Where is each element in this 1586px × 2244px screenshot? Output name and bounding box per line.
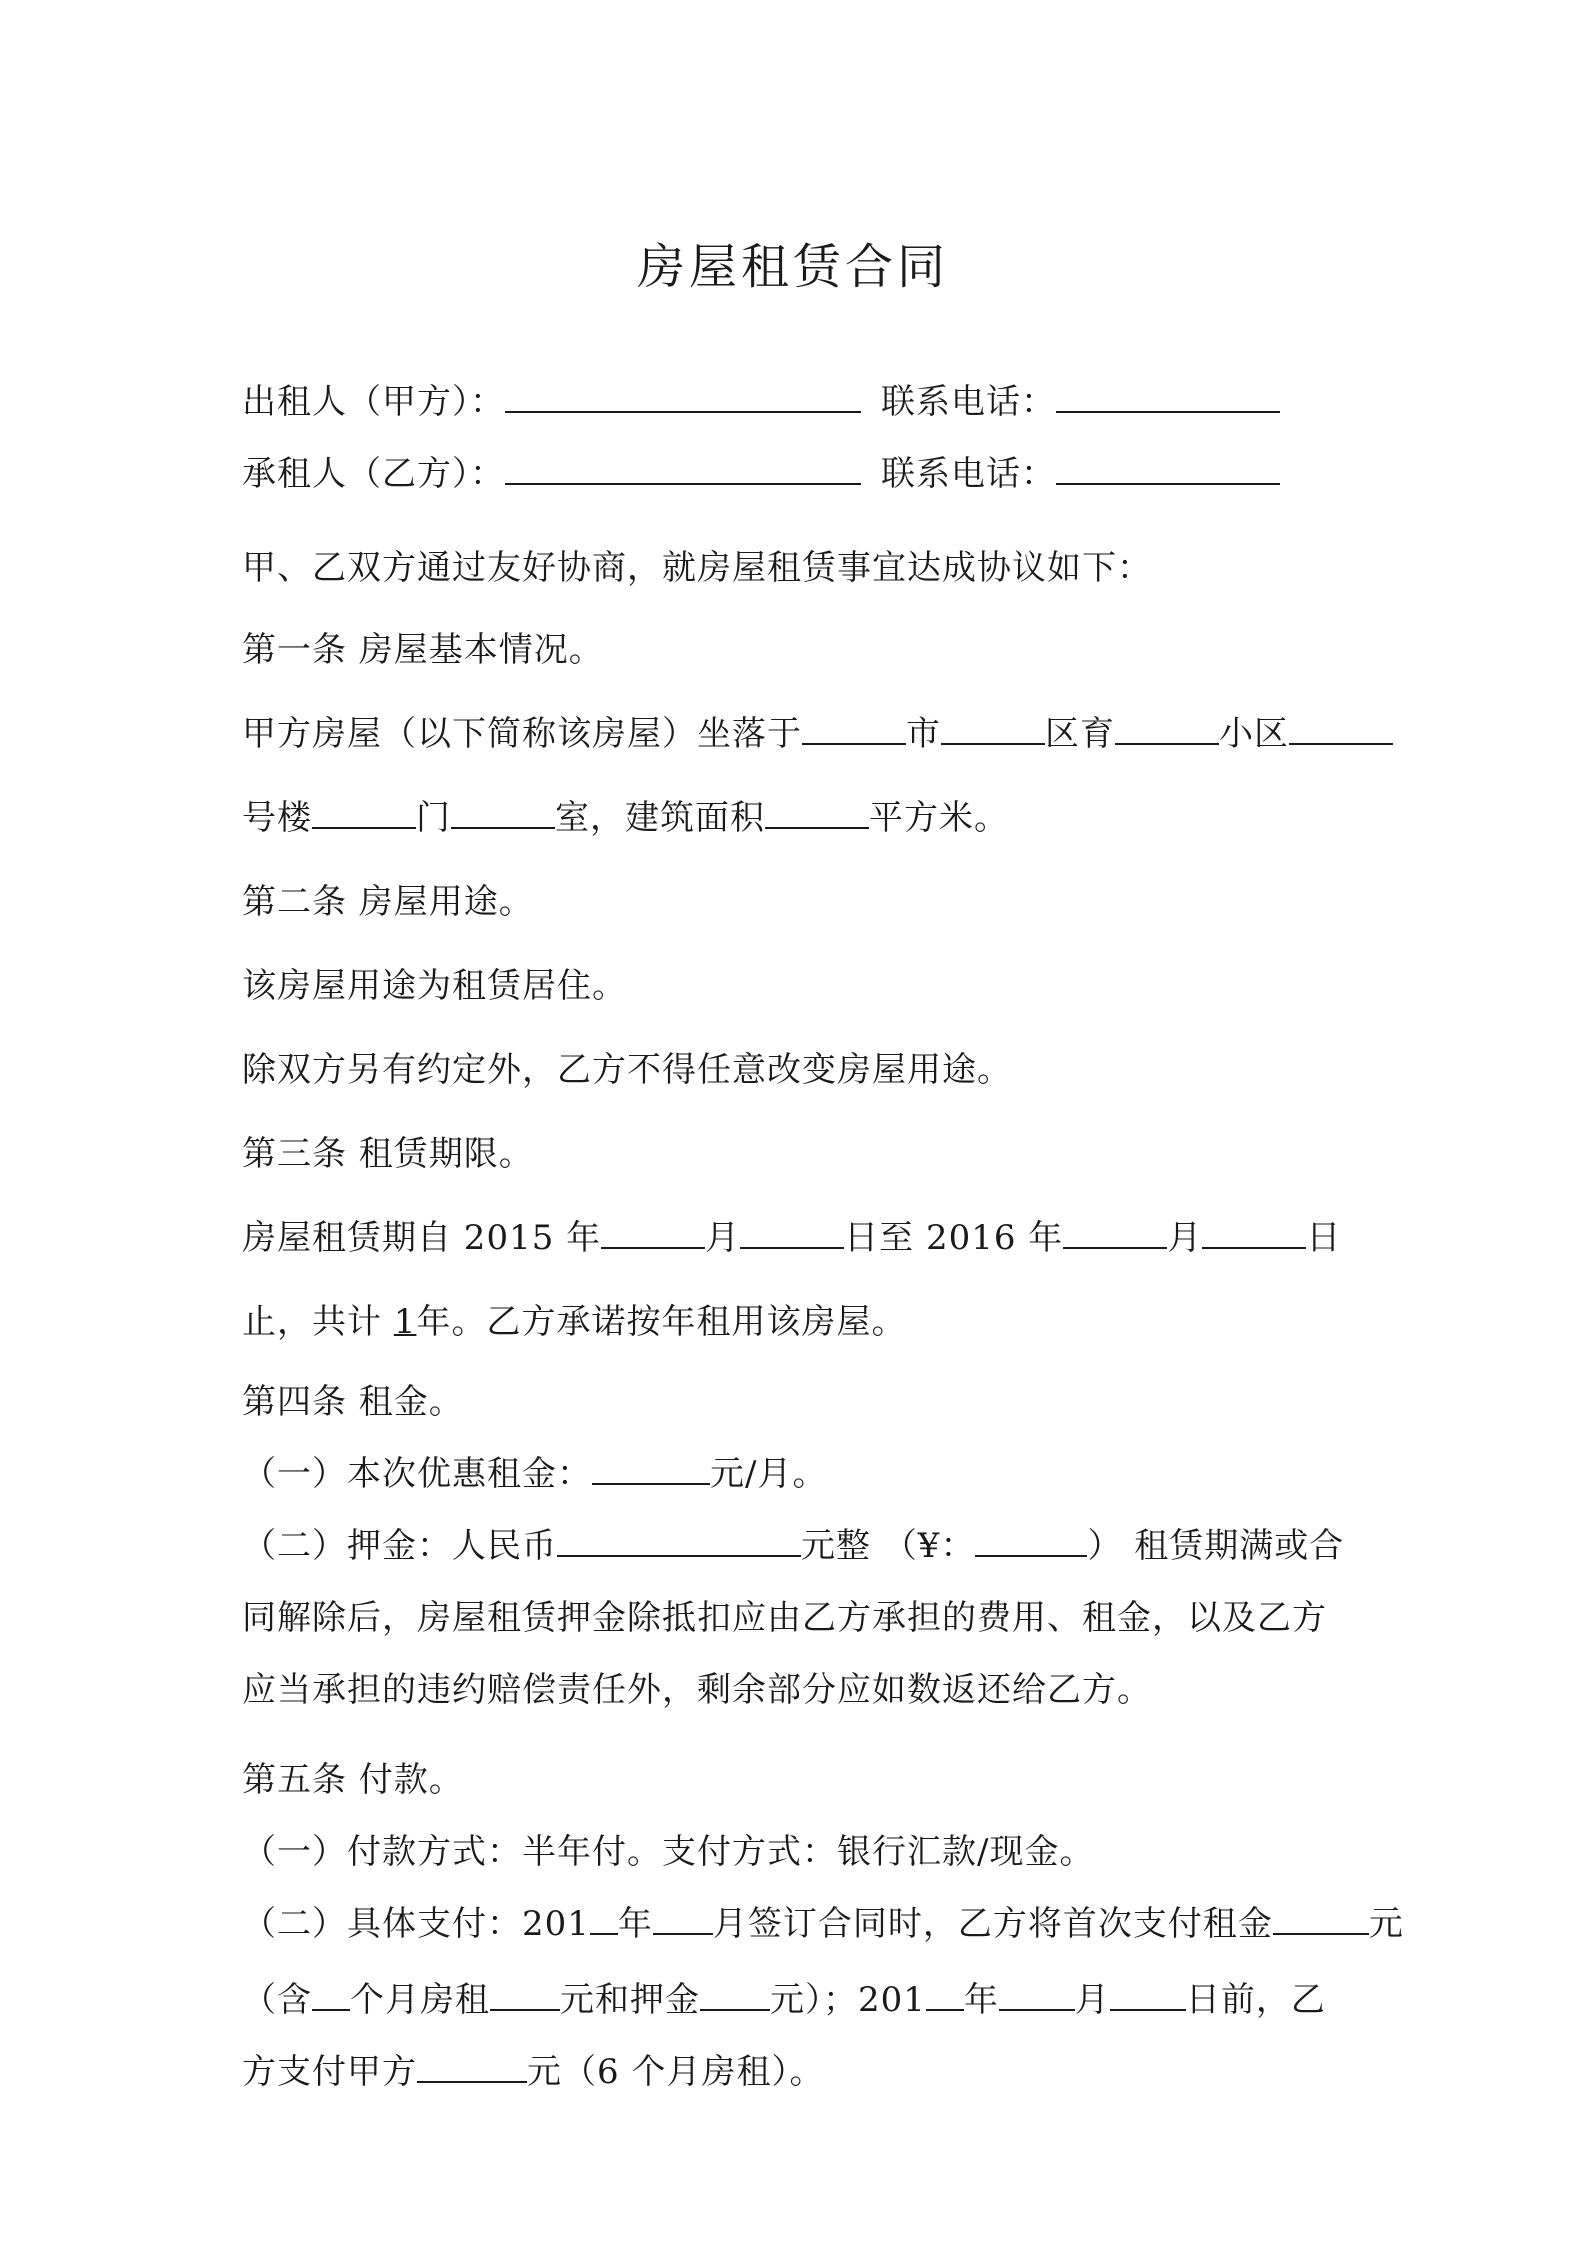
city-blank (802, 713, 906, 745)
second-payment-text: 方支付甲方 (242, 2052, 417, 2092)
article-5-line-2 (242, 1902, 1404, 1946)
lessor-phone-blank (1056, 381, 1280, 413)
months-blank (312, 1979, 350, 2011)
document-title: 房屋租赁合同 (636, 239, 949, 295)
first-payment-unit: 元 (1368, 1904, 1404, 1944)
lessor-label: 出租人（甲方）： (242, 382, 505, 422)
payment-month-blank (653, 1903, 713, 1935)
start-day-blank (740, 1217, 844, 1249)
lessee-phone-label: 联系电话： (881, 454, 1056, 494)
second-month-label: 月 (1074, 1980, 1110, 2020)
second-payment-note: 元（6 个月房租）。 (527, 2052, 825, 2092)
second-day-blank (1110, 1979, 1186, 2011)
area-text: 室，建筑面积 (555, 798, 765, 838)
payment-year-label: 年 (617, 1904, 653, 1944)
deposit-yuan-label: 元整 （¥： (801, 1526, 976, 1566)
rent-unit: 元/月。 (710, 1454, 828, 1494)
article-2-heading: 第二条 房屋用途。 (242, 882, 534, 922)
area-blank (765, 797, 869, 829)
second-year-label: 年 (963, 1980, 999, 2020)
unit-blank (312, 797, 416, 829)
building-blank (1289, 713, 1393, 745)
second-day-label: 日前，乙 (1185, 1980, 1326, 2020)
article-4-line-2 (242, 1524, 1344, 1568)
term-commitment-text: 年。乙方承诺按年租用该房屋。 (416, 1302, 907, 1342)
district-label: 区育 (1045, 714, 1115, 754)
city-label: 市 (906, 714, 941, 754)
article-5-heading: 第五条 付款。 (242, 1760, 464, 1800)
article-2-para-1: 该房屋用途为租赁居住。 (242, 966, 627, 1006)
rent-label: （一）本次优惠租金： (242, 1454, 592, 1494)
room-blank (451, 797, 555, 829)
first-payment-text: 月签订合同时，乙方将首次支付租金 (712, 1904, 1273, 1944)
article-5-line-3 (242, 1978, 1326, 2022)
article-1-line-2 (242, 796, 1009, 840)
deposit-number-blank (975, 1525, 1087, 1557)
lessor-phone-label: 联系电话： (881, 382, 1056, 422)
article-5-line-1: （一）付款方式：半年付。支付方式：银行汇款/现金。 (242, 1832, 1095, 1872)
term-total-text: 止，共计 (242, 1302, 394, 1342)
end-month-blank (1063, 1217, 1167, 1249)
lessor-name-blank (505, 381, 861, 413)
article-1-heading: 第一条 房屋基本情况。 (242, 630, 604, 670)
payment-year-blank (590, 1903, 618, 1935)
intro-paragraph: 甲、乙双方通过友好协商，就房屋租赁事宜达成协议如下： (242, 548, 1152, 588)
lessee-name-blank (505, 453, 861, 485)
article-3-line-1 (242, 1216, 1341, 1260)
payment-year-text: （二）具体支付：201 (242, 1904, 590, 1944)
unit-label: 门 (416, 798, 451, 838)
end-month-label: 月 (1167, 1218, 1203, 1258)
article-4-line-4: 应当承担的违约赔偿责任外，剩余部分应如数返还给乙方。 (242, 1670, 1152, 1710)
article-4-line-1 (242, 1452, 827, 1496)
district-blank (941, 713, 1045, 745)
article-1-line-1 (242, 712, 1393, 756)
deposit-refund-text: ） 租赁期满或合 (1087, 1526, 1345, 1566)
deposit-amount-blank (557, 1525, 801, 1557)
term-start-year: 房屋租赁期自 2015 年 (242, 1218, 602, 1258)
article-4-line-3: 同解除后，房屋租赁押金除抵扣应由乙方承担的费用、租金，以及乙方 (242, 1598, 1327, 1638)
rent-amount-blank (490, 1979, 560, 2011)
community-blank (1115, 713, 1219, 745)
article-5-line-4 (242, 2050, 824, 2094)
deposit-and-label: 元和押金 (560, 1980, 700, 2020)
lessee-line (242, 452, 1280, 496)
article-2-para-2: 除双方另有约定外，乙方不得任意改变房屋用途。 (242, 1050, 1012, 1090)
term-end-year: 日至 2016 年 (844, 1218, 1064, 1258)
deposit-part-blank (700, 1979, 770, 2011)
article-3-heading: 第三条 租赁期限。 (242, 1134, 534, 1174)
community-label: 小区 (1219, 714, 1289, 754)
rent-blank (592, 1453, 710, 1485)
deposit-label: （二）押金：人民币 (242, 1526, 557, 1566)
area-unit: 平方米。 (869, 798, 1009, 838)
second-year-blank (926, 1979, 964, 2011)
start-month-label: 月 (705, 1218, 741, 1258)
lessor-line (242, 380, 1280, 424)
includes-label: （含 (242, 1980, 312, 2020)
second-month-blank (999, 1979, 1075, 2011)
end-day-blank (1202, 1217, 1306, 1249)
first-payment-blank (1273, 1903, 1369, 1935)
lessee-label: 承租人（乙方）： (242, 454, 505, 494)
end-day-label: 日 (1306, 1218, 1342, 1258)
second-payment-blank (417, 2051, 527, 2083)
second-payment-year-text: 元）；201 (770, 1980, 926, 2020)
months-rent-label: 个月房租 (350, 1980, 490, 2020)
lessee-phone-blank (1056, 453, 1280, 485)
building-label: 号楼 (242, 798, 312, 838)
location-text: 甲方房屋（以下简称该房屋）坐落于 (242, 714, 802, 754)
start-month-blank (601, 1217, 705, 1249)
term-years: 1 (393, 1302, 417, 1342)
article-4-heading: 第四条 租金。 (242, 1382, 464, 1422)
article-3-line-2 (242, 1300, 906, 1344)
